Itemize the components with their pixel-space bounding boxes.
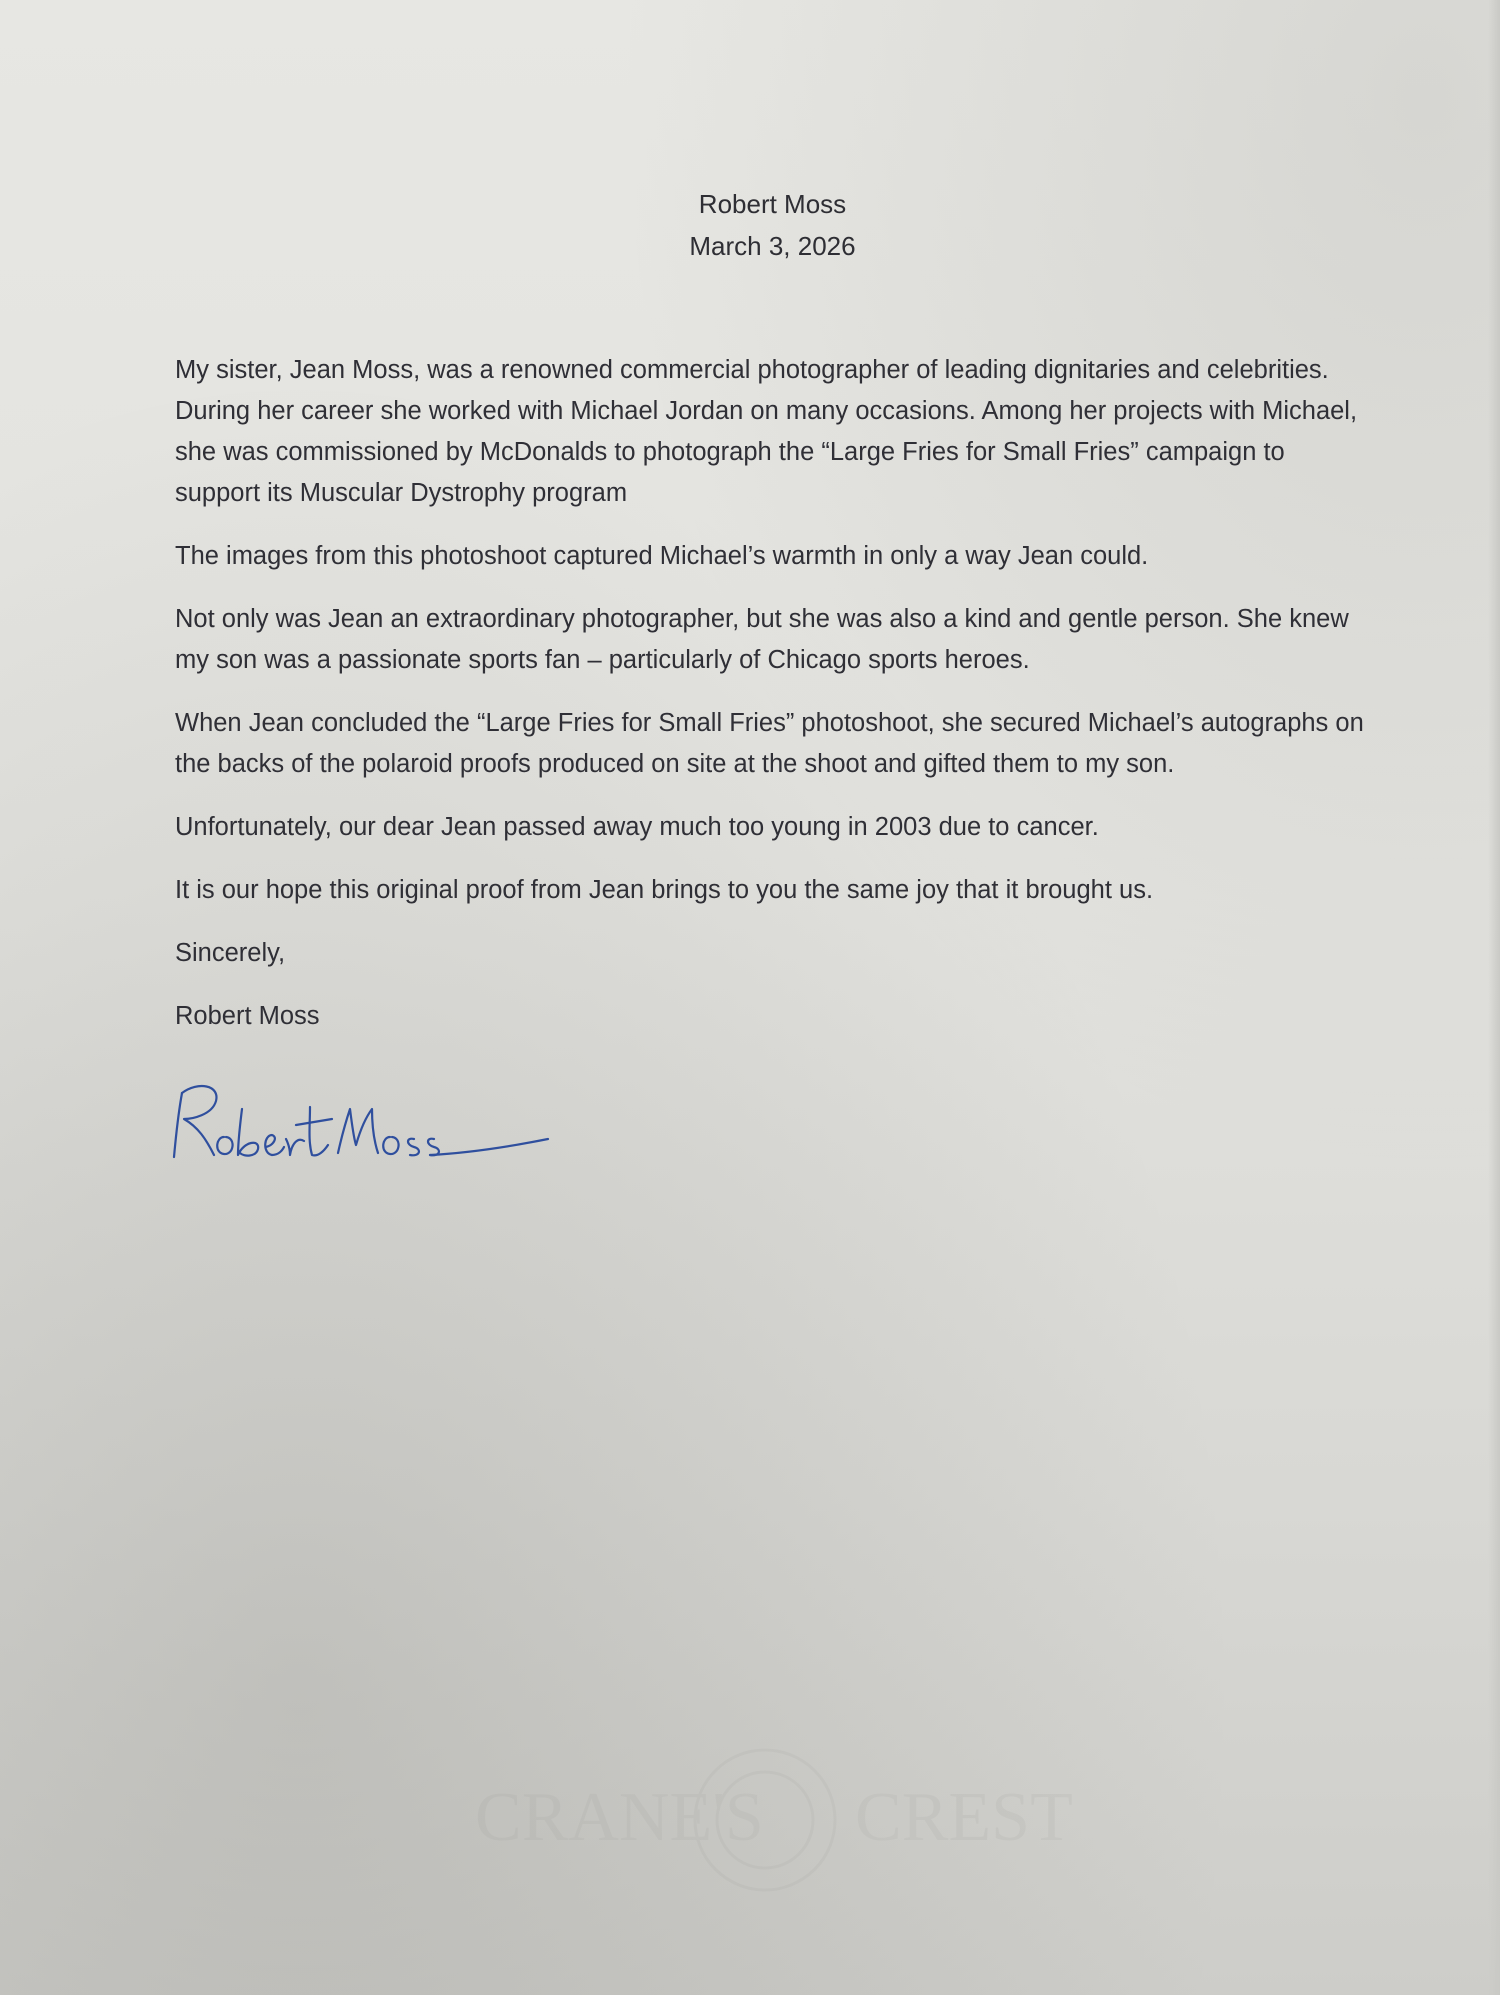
paper-watermark — [455, 1740, 1075, 1900]
paper-edge-shadow — [1488, 0, 1500, 1995]
header-name: Robert Moss — [698, 189, 847, 219]
paragraph-6: It is our hope this original proof from Jean brings to you the same joy that it brought us. — [175, 876, 1154, 904]
svg-text:CREST: CREST — [855, 1779, 1073, 1856]
signer-name: Robert Moss — [175, 1002, 320, 1030]
closing-salutation: Sincerely, — [175, 939, 286, 967]
paragraph-1: My sister, Jean Moss, was a renowned commercial photographer of leading dignitaries and celebrities. During her career she worked with Michael Jordan on many occasions. Among her projects with Michael, she was commissioned by McDonalds to photograph the “Large Fries for Small Fries” campaign to support its Muscular Dystrophy program — [175, 356, 1358, 507]
header-date: March 3, 2026 — [689, 231, 856, 261]
svg-text:CRANE'S: CRANE'S — [475, 1779, 764, 1856]
paragraph-3: Not only was Jean an extraordinary photographer, but she was also a kind and gentle person. She knew my son was a passionate sports fan – particularly of Chicago sports heroes. — [175, 605, 1349, 674]
handwritten-signature — [168, 1075, 568, 1175]
paragraph-4: When Jean concluded the “Large Fries for Small Fries” photoshoot, she secured Michael’s autographs on the backs of the polaroid proofs produced on site at the shoot and gifted them to my son. — [175, 709, 1364, 778]
letter-body — [175, 350, 1375, 1059]
paragraph-2: The images from this photoshoot captured Michael’s warmth in only a way Jean could. — [175, 542, 1149, 570]
paragraph-5: Unfortunately, our dear Jean passed away much too young in 2003 due to cancer. — [175, 813, 1099, 841]
letter-header — [0, 183, 1500, 267]
